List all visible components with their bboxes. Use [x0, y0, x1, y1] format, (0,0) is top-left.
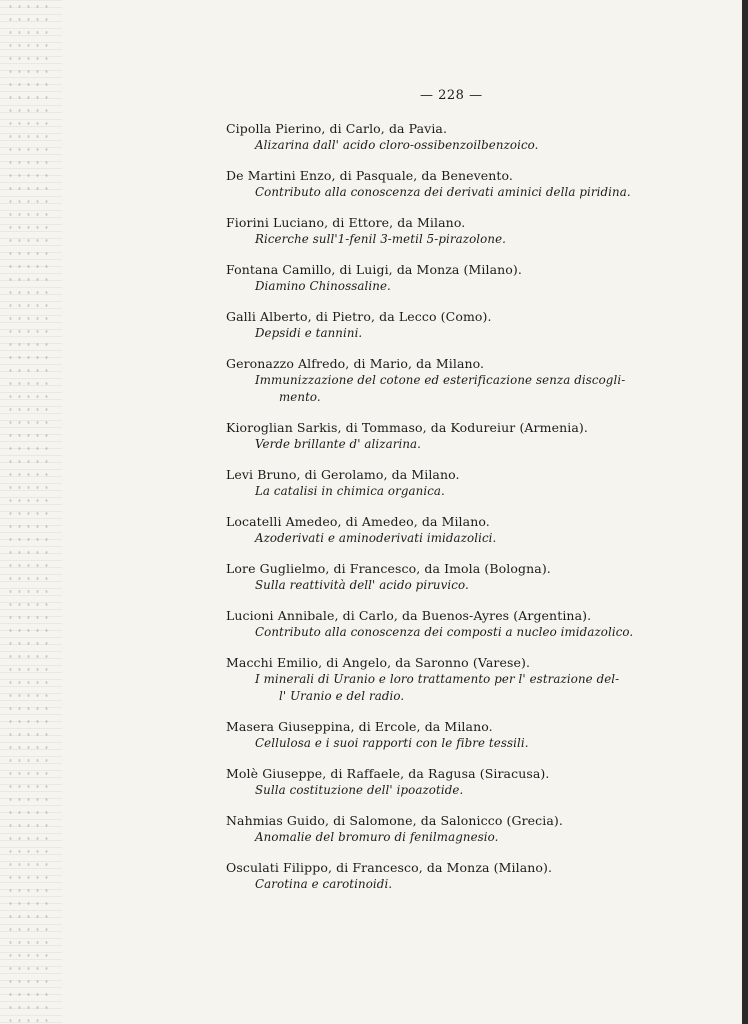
- entry-title-line-1: I minerali di Uranio e loro trattamento per l' estrazione del-: [255, 672, 620, 686]
- entry-author: Nahmias Guido, di Salomone, da Salonicco (Grecia).: [226, 813, 563, 828]
- entry-title: Verde brillante d' alizarina.: [255, 437, 422, 451]
- entry-author: Molè Giuseppe, di Raffaele, da Ragusa (Siracusa).: [226, 766, 550, 781]
- entry-author: Osculati Filippo, di Francesco, da Monza (Milano).: [226, 860, 553, 875]
- entry-author: Lore Guglielmo, di Francesco, da Imola (Bologna).: [226, 561, 551, 576]
- entry-author: Geronazzo Alfredo, di Mario, da Milano.: [226, 356, 485, 371]
- entry-title: Contributo alla conoscenza dei derivati aminici della piridina.: [255, 185, 631, 199]
- margin-noise: [6, 0, 54, 1024]
- entry-author: De Martini Enzo, di Pasquale, da Benevento.: [226, 168, 514, 183]
- page-number: — 228 —: [420, 88, 483, 103]
- list-item: [226, 261, 671, 308]
- entry-title-line-1: Immunizzazione del cotone ed esterificazione senza discogli-: [255, 373, 626, 387]
- list-item: [226, 812, 671, 859]
- list-item: [226, 120, 671, 167]
- entry-title: Sulla reattività dell' acido piruvico.: [255, 578, 469, 592]
- list-item: [226, 765, 671, 812]
- list-item: [226, 167, 671, 214]
- list-item: [226, 607, 671, 654]
- scanned-right-edge: [742, 0, 748, 1024]
- entry-title: Diamino Chinossaline.: [255, 279, 391, 293]
- entry-title: Anomalie del bromuro di fenilmagnesio.: [255, 830, 499, 844]
- entry-title: La catalisi in chimica organica.: [255, 484, 445, 498]
- entry-author: Fiorini Luciano, di Ettore, da Milano.: [226, 215, 466, 230]
- list-item: [226, 308, 671, 355]
- entry-title: Contributo alla conoscenza dei composti a nucleo imidazolico.: [255, 625, 634, 639]
- entry-title: Alizarina dall' acido cloro-ossibenzoilbenzoico.: [255, 138, 539, 152]
- entry-title: Ricerche sull'1-fenil 3-metil 5-pirazolone.: [255, 232, 506, 246]
- entry-author: Kioroglian Sarkis, di Tommaso, da Kodureiur (Armenia).: [226, 420, 588, 435]
- entry-author: Galli Alberto, di Pietro, da Lecco (Como).: [226, 309, 492, 324]
- entry-author: Fontana Camillo, di Luigi, da Monza (Milano).: [226, 262, 522, 277]
- list-item: [226, 718, 671, 765]
- entry-title-line-2: l' Uranio e del radio.: [279, 689, 405, 703]
- entry-author: Locatelli Amedeo, di Amedeo, da Milano.: [226, 514, 490, 529]
- entry-title: [226, 671, 671, 705]
- list-item: [226, 654, 671, 718]
- scanned-left-margin: [0, 0, 62, 1024]
- entry-title: Sulla costituzione dell' ipoazotide.: [255, 783, 464, 797]
- entry-title: Depsidi e tannini.: [255, 326, 363, 340]
- entry-title: Azoderivati e aminoderivati imidazolici.: [255, 531, 497, 545]
- entry-title-line-2: mento.: [279, 390, 321, 404]
- thesis-list: [226, 120, 671, 906]
- list-item: [226, 214, 671, 261]
- list-item: [226, 466, 671, 513]
- list-item: [226, 513, 671, 560]
- entry-author: Macchi Emilio, di Angelo, da Saronno (Varese).: [226, 655, 531, 670]
- list-item: [226, 355, 671, 419]
- list-item: [226, 419, 671, 466]
- entry-author: Lucioni Annibale, di Carlo, da Buenos-Ayres (Argentina).: [226, 608, 592, 623]
- list-item: [226, 560, 671, 607]
- entry-title: Carotina e carotinoidi.: [255, 877, 393, 891]
- list-item: [226, 859, 671, 906]
- entry-author: Levi Bruno, di Gerolamo, da Milano.: [226, 467, 460, 482]
- entry-title: [226, 372, 671, 406]
- entry-author: Cipolla Pierino, di Carlo, da Pavia.: [226, 121, 448, 136]
- entry-title: Cellulosa e i suoi rapporti con le fibre tessili.: [255, 736, 529, 750]
- entry-author: Masera Giuseppina, di Ercole, da Milano.: [226, 719, 493, 734]
